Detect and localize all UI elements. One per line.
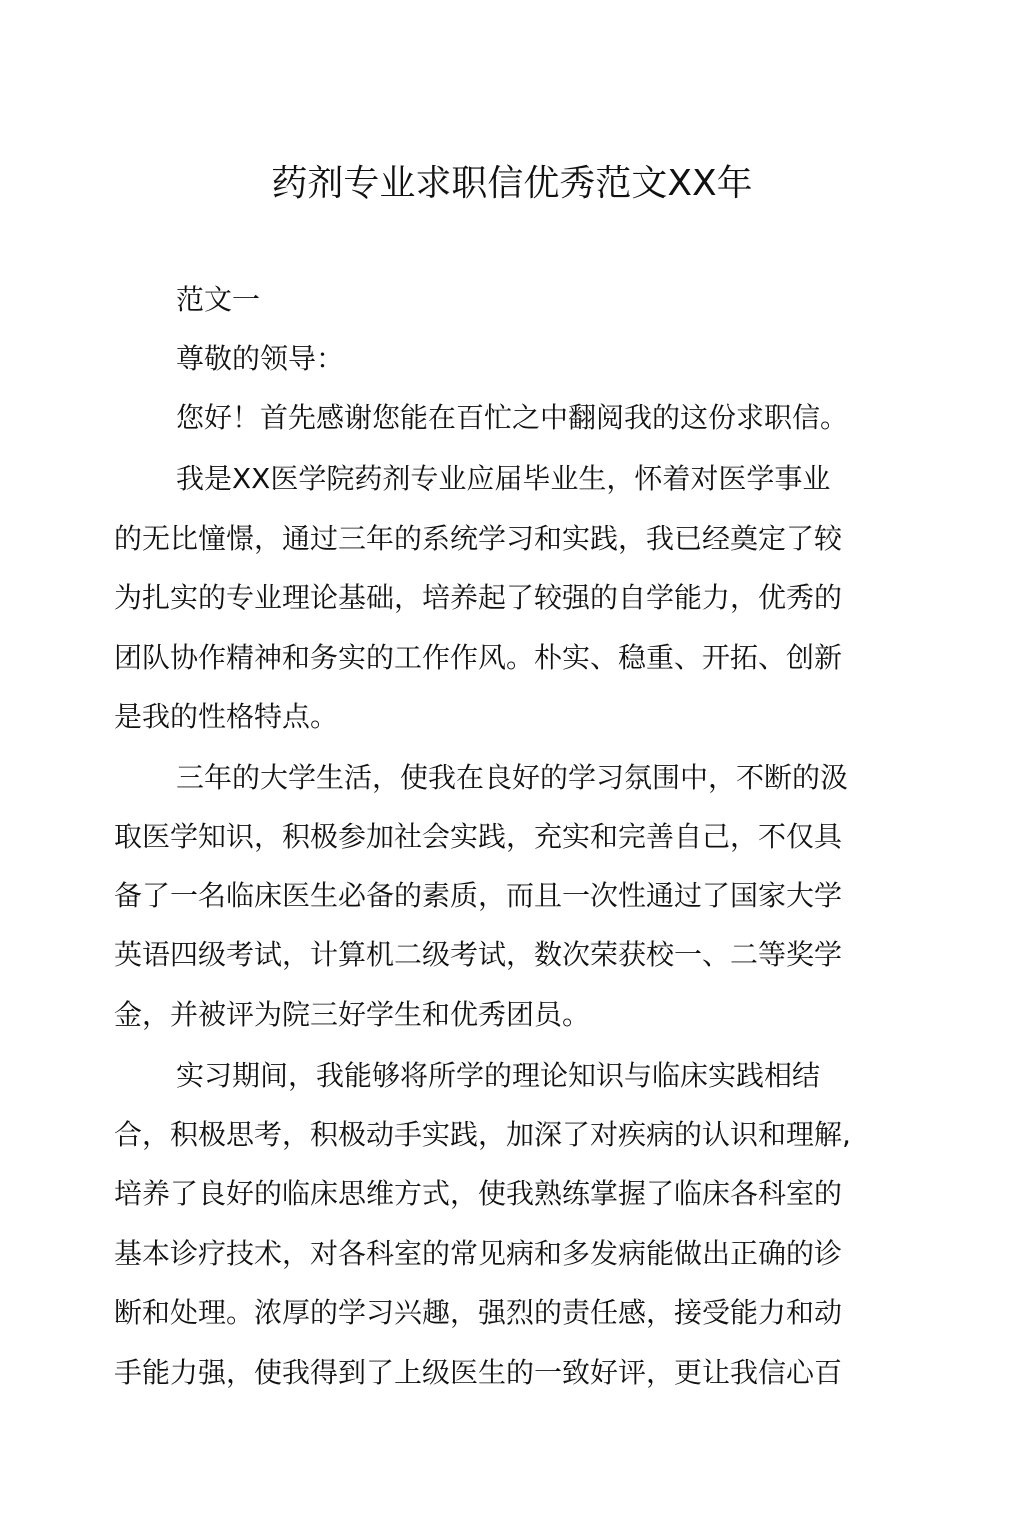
paragraph-line: 实习期间，我能够将所学的理论知识与临床实践相结 (176, 1059, 821, 1092)
paragraph-line: 三年的大学生活，使我在良好的学习氛围中，不断的汲 (176, 761, 849, 794)
paragraph-line: 团队协作精神和务实的工作作风。朴实、稳重、开拓、创新 (114, 641, 843, 674)
paragraph-line: 培养了良好的临床思维方式，使我熟练掌握了临床各科室的 (114, 1177, 843, 1210)
salutation: 尊敬的领导： (176, 342, 345, 375)
paragraph-line: 我是XX医学院药剂专业应届毕业生，怀着对医学事业 (176, 462, 831, 495)
paragraph-line: 金，并被评为院三好学生和优秀团员。 (114, 998, 591, 1031)
paragraph-line: 基本诊疗技术，对各科室的常见病和多发病能做出正确的诊 (114, 1237, 843, 1270)
paragraph-line: 断和处理。浓厚的学习兴趣，强烈的责任感，接受能力和动 (114, 1296, 843, 1329)
paragraph-line: 您好！首先感谢您能在百忙之中翻阅我的这份求职信。 (176, 401, 849, 434)
paragraph-line: 手能力强，使我得到了上级医生的一致好评，更让我信心百 (114, 1356, 843, 1389)
paragraph-line: 为扎实的专业理论基础，培养起了较强的自学能力，优秀的 (114, 581, 843, 614)
paragraph-line: 英语四级考试，计算机二级考试，数次荣获校一、二等奖学 (114, 938, 843, 971)
paragraph-line: 的无比憧憬，通过三年的系统学习和实践，我已经奠定了较 (114, 522, 843, 555)
paragraph-line: 合，积极思考，积极动手实践，加深了对疾病的认识和理解, (114, 1118, 851, 1151)
document-title: 药剂专业求职信优秀范文XX年 (271, 163, 753, 204)
paragraph-line: 备了一名临床医生必备的素质，而且一次性通过了国家大学 (114, 879, 843, 912)
paragraph-line: 是我的性格特点。 (114, 700, 339, 733)
section-heading: 范文一 (176, 283, 261, 316)
paragraph-line: 取医学知识，积极参加社会实践，充实和完善自己，不仅具 (114, 820, 843, 853)
